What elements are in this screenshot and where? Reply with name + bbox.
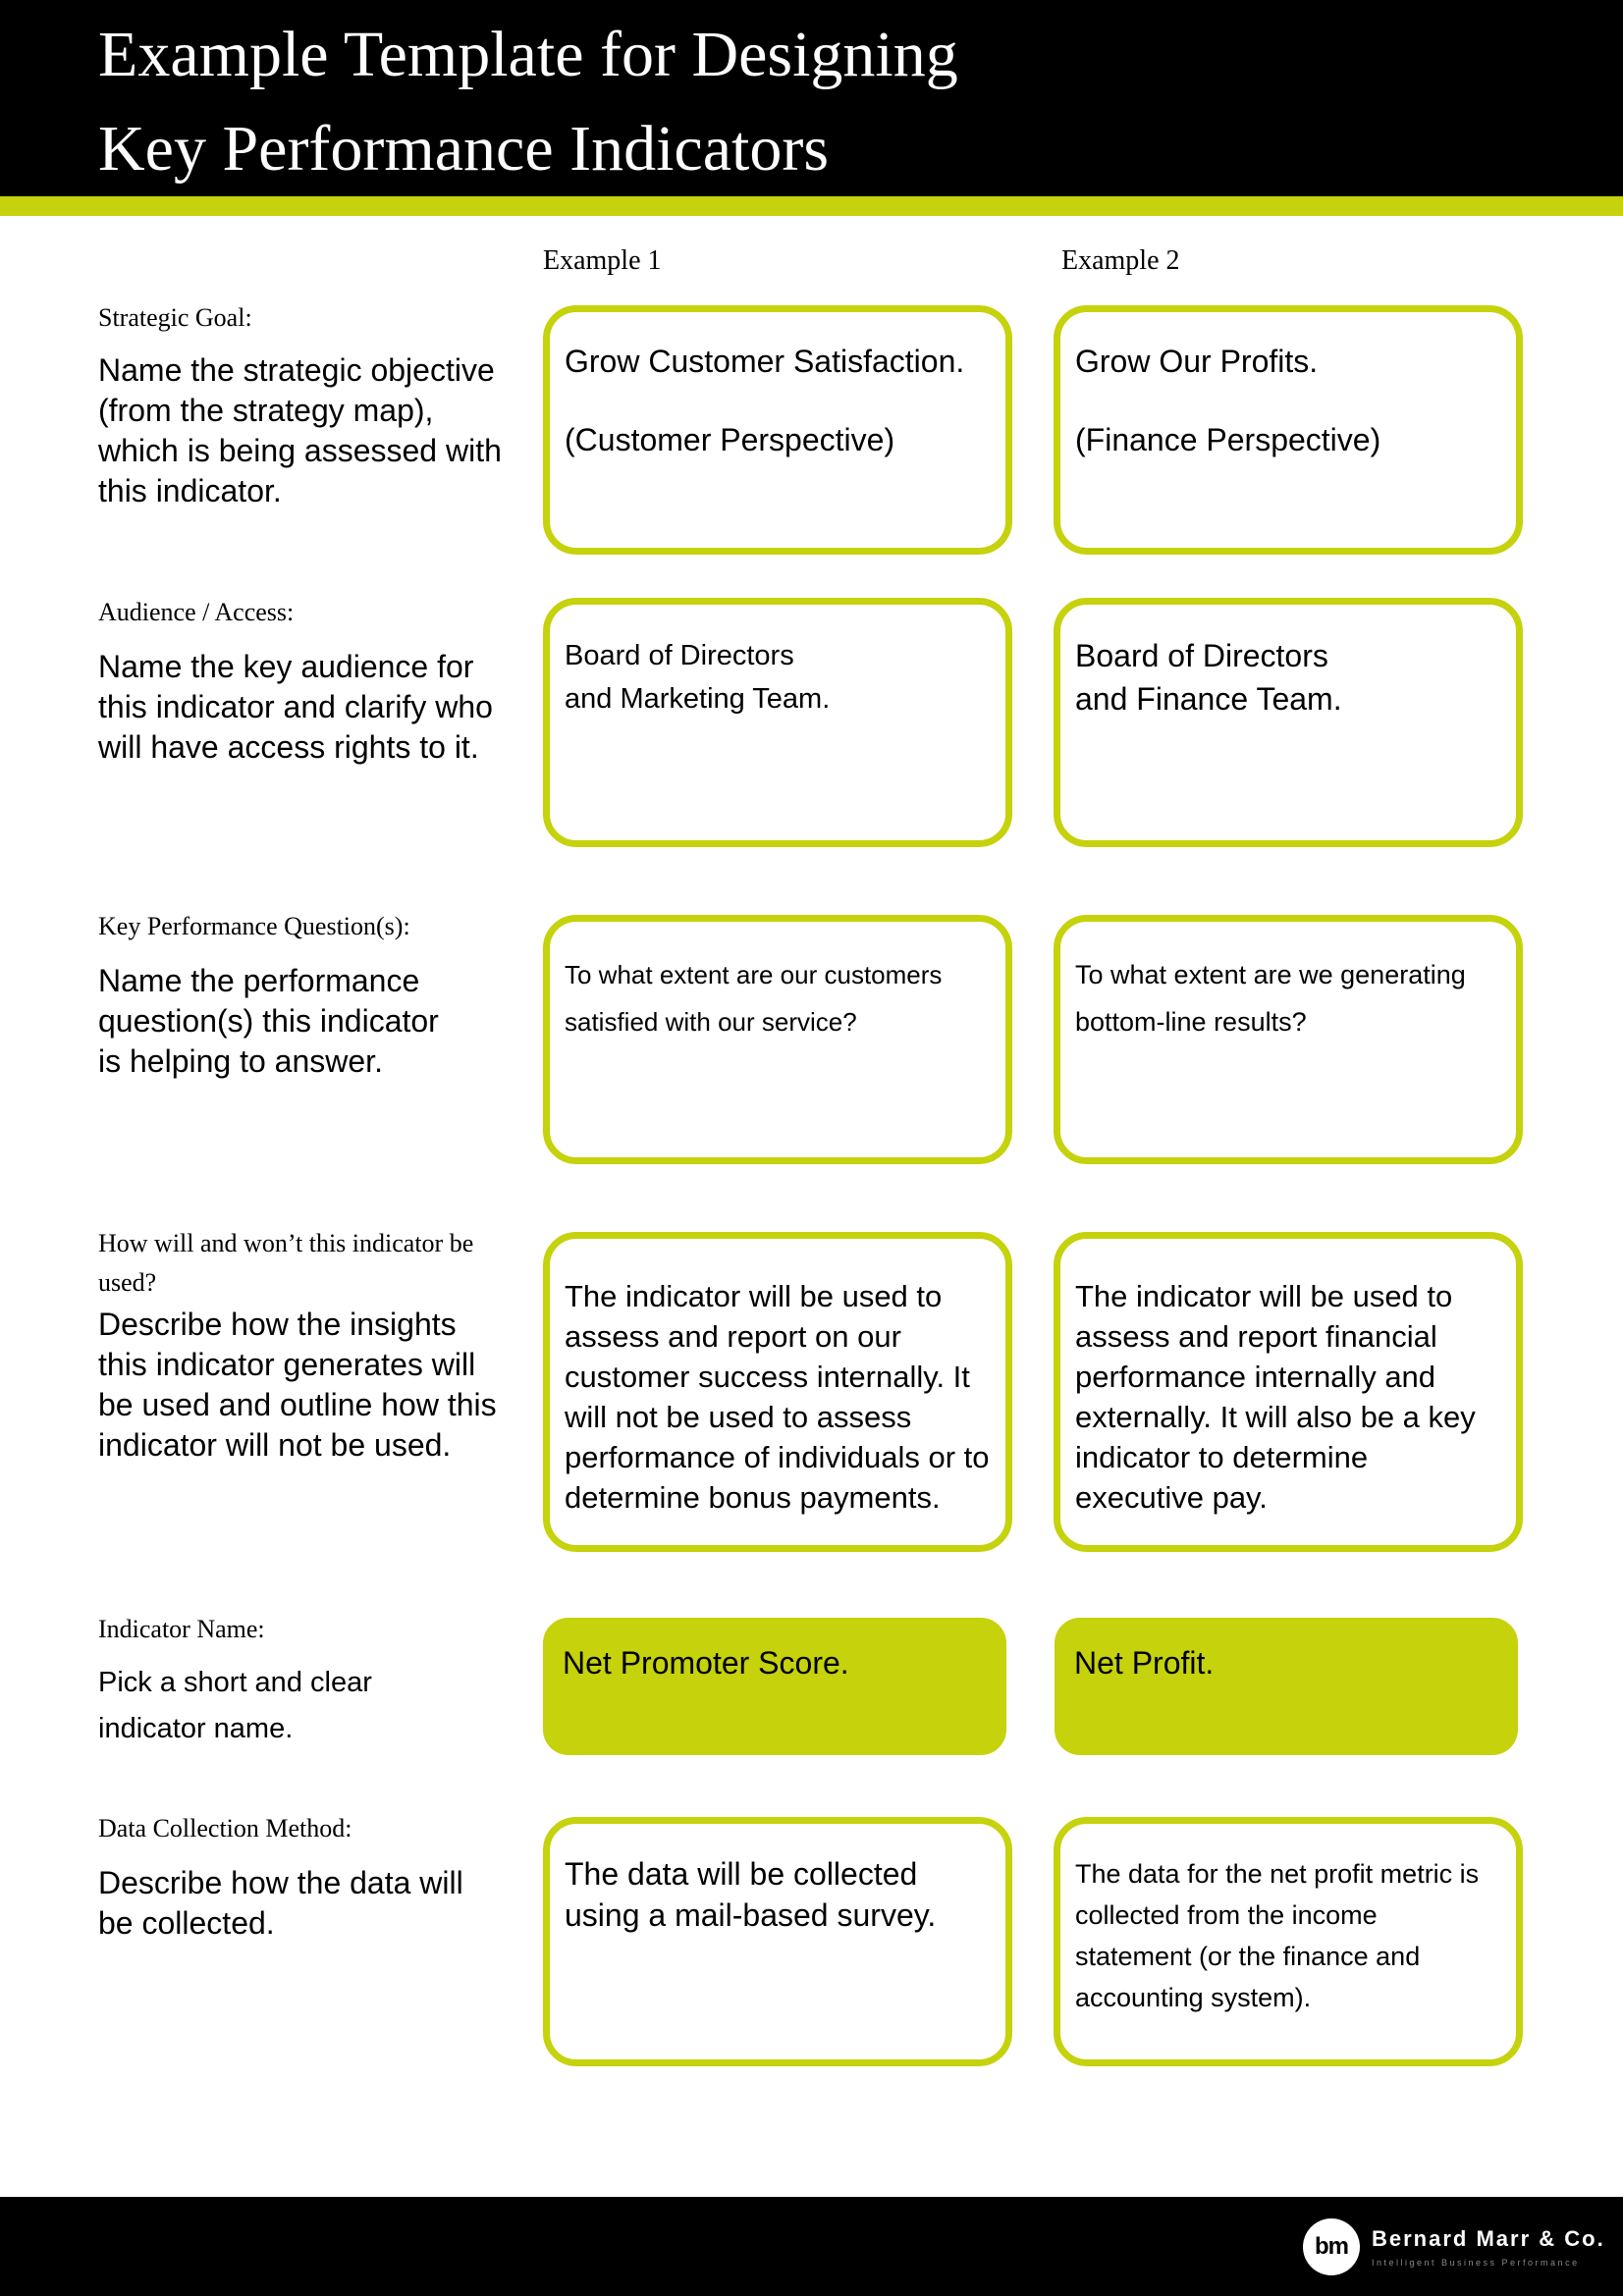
example-2-text: The indicator will be used to assess and report financial performance internally and externally. It will also be a key indicator to determine executive pay. — [1075, 1279, 1476, 1515]
row-label: How will and won’t this indicator be used? — [98, 1229, 474, 1297]
example-2-indicator-name — [1055, 1618, 1518, 1755]
example-1-box — [543, 915, 1012, 1164]
company-name: Bernard Marr & Co. — [1372, 2226, 1605, 2251]
row-description: Pick a short and clear indicator name. — [98, 1667, 372, 1744]
row-description: Name the strategic objective (from the strategy map), which is being assessed with this indicator. — [98, 352, 502, 508]
example-2-box — [1054, 1232, 1523, 1552]
company-tagline: Intelligent Business Performance — [1372, 2258, 1580, 2268]
example-2-text: The data for the net profit metric is collected from the income statement (or the finance and accounting system). — [1075, 1859, 1480, 2012]
example-2-box — [1054, 1817, 1523, 2066]
example-1-box — [543, 1817, 1012, 2066]
page-title — [98, 8, 958, 196]
accent-divider — [0, 196, 1623, 216]
row-description: Describe how the data will be collected. — [98, 1865, 463, 1941]
example-1-box — [543, 305, 1012, 555]
row-label: Indicator Name: — [98, 1615, 265, 1643]
example-1-box — [543, 1232, 1012, 1552]
example-2-text: Grow Our Profits. (Finance Perspective) — [1075, 344, 1381, 457]
example-1-text: The data will be collected using a mail-based survey. — [565, 1856, 937, 1933]
example-1-text: Board of Directors and Marketing Team. — [565, 640, 831, 715]
row-description: Name the performance question(s) this indicator is helping to answer. — [98, 963, 439, 1079]
example-2-box — [1054, 915, 1523, 1164]
title-line-1: Example Template for Designing — [98, 19, 958, 90]
example-1-text: The indicator will be used to assess and report on our customer success internally. It will not be used to assess performance of individuals or to determine bonus payments. — [565, 1279, 990, 1515]
row-description: Name the key audience for this indicator and clarify who will have access rights to it. — [98, 649, 493, 765]
example-1-box — [543, 598, 1012, 847]
company-logo-icon: bm — [1303, 2218, 1360, 2275]
example-1-text: Net Promoter Score. — [563, 1645, 849, 1681]
example-2-text: Board of Directors and Finance Team. — [1075, 638, 1342, 717]
example-1-text: To what extent are our customers satisfied with our service? — [565, 960, 943, 1037]
row-label: Audience / Access: — [98, 598, 295, 626]
row-label: Strategic Goal: — [98, 303, 252, 332]
example-2-text: Net Profit. — [1074, 1645, 1215, 1681]
example-1-text: Grow Customer Satisfaction. (Customer Perspective) — [565, 344, 965, 457]
example-2-box — [1054, 305, 1523, 555]
row-label: Data Collection Method: — [98, 1814, 352, 1842]
row-label: Key Performance Question(s): — [98, 912, 410, 940]
title-line-2: Key Performance Indicators — [98, 113, 830, 185]
example-2-box — [1054, 598, 1523, 847]
column-header-example-2: Example 2 — [1061, 245, 1180, 276]
row-description: Describe how the insights this indicator generates will be used and outline how this indicator will not be used. — [98, 1307, 497, 1463]
column-header-example-1: Example 1 — [543, 245, 662, 276]
example-2-text: To what extent are we generating bottom-line results? — [1075, 960, 1466, 1037]
header-banner — [0, 0, 1623, 196]
example-1-indicator-name — [543, 1618, 1006, 1755]
